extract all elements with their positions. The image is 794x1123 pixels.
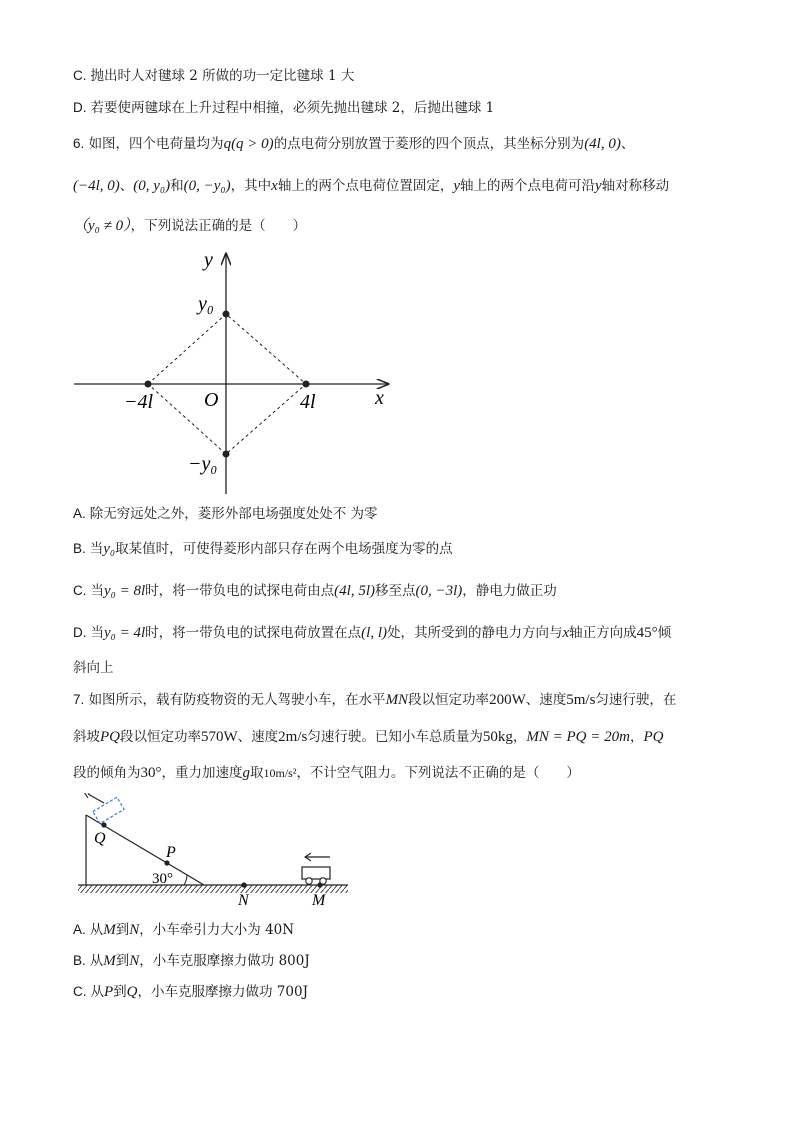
label-origin: O: [204, 389, 219, 411]
charge-bottom: [223, 451, 230, 458]
q5-option-c: C. 抛出时人对毽球 2 所做的功一定比毽球 1 大: [73, 68, 355, 84]
q7-option-a: A. 从M到N，小车牵引力大小为 40N: [73, 922, 295, 938]
label-m: M: [312, 892, 326, 909]
label-angle: 30°: [152, 871, 173, 887]
label-neg4l: −4l: [124, 391, 154, 413]
label-neg-y0: −y₀: [188, 453, 218, 475]
q6-stem-line1: 6. 如图，四个电荷量均为q(q > 0)的点电荷分别放置于菱形的四个顶点，其坐标分别为(4l, 0)、: [73, 136, 635, 152]
q7-option-b: B. 从M到N，小车克服摩擦力做功 800J: [73, 953, 310, 969]
cart-on-slope: [93, 797, 124, 823]
point-n: [241, 882, 246, 887]
q6-option-c: C. 当y₀ = 8l时，将一带负电的试探电荷由点(4l, 5l)移至点(0, −3l)，静电力做正功: [73, 583, 557, 599]
q7-option-c: C. 从P到Q，小车克服摩擦力做功 700J: [73, 984, 308, 1000]
q6-rhombus-figure: [70, 248, 400, 498]
cart-on-ground: [302, 867, 330, 884]
q6-option-a: A. 除无穷远处之外，菱形外部电场强度处处不 为零: [73, 506, 378, 522]
angle-arc: [184, 875, 187, 885]
label-p: P: [166, 844, 176, 861]
q6-stem-line2: (−4l, 0)、(0, y₀)和(0, −y₀)，其中x轴上的两个点电荷位置固定，y轴上的两个点电荷可沿y轴对称移动: [73, 178, 670, 194]
label-n: N: [238, 892, 249, 909]
label-q: Q: [94, 830, 106, 847]
label-y0: y₀: [198, 293, 214, 315]
q7-stem-line3: 段的倾角为30°，重力加速度g取10m/s²，不计空气阻力。下列说法不正确的是（ ）: [73, 765, 580, 781]
q7-stem-line1: 7. 如图所示，载有防疫物资的无人驾驶小车，在水平MN段以恒定功率200W、速度5m/s匀速行驶，在: [73, 692, 677, 708]
ground-hatch: [78, 885, 348, 893]
q6-option-b: B. 当y₀取某值时，可使得菱形内部只存在两个电场强度为零的点: [73, 541, 453, 557]
q7-stem-line2: 斜坡PQ段以恒定功率570W、速度2m/s匀速行驶。已知小车总质量为50kg，MN = PQ = 20m，PQ: [73, 729, 664, 745]
q7-slope-figure: [74, 793, 364, 913]
charge-left: [145, 381, 152, 388]
q6-option-d-cont: 斜向上: [73, 660, 114, 676]
q6-stem-line3: （y₀ ≠ 0），下列说法正确的是（ ）: [73, 218, 307, 234]
label-4l: 4l: [300, 391, 316, 413]
slope-motion-arrow: [88, 794, 104, 803]
point-p: [164, 860, 169, 865]
label-y: y: [204, 249, 213, 271]
charge-top: [223, 311, 230, 318]
q5-option-d: D. 若要使两毽球在上升过程中相撞，必须先抛出毽球 2，后抛出毽球 1: [73, 100, 495, 116]
charge-right: [303, 381, 310, 388]
q6-option-d: D. 当y₀ = 4l时，将一带负电的试探电荷放置在点(l, l)处，其所受到的静电力方向与x轴正方向成45°倾: [73, 625, 672, 641]
point-q: [101, 822, 106, 827]
label-x: x: [375, 387, 384, 409]
